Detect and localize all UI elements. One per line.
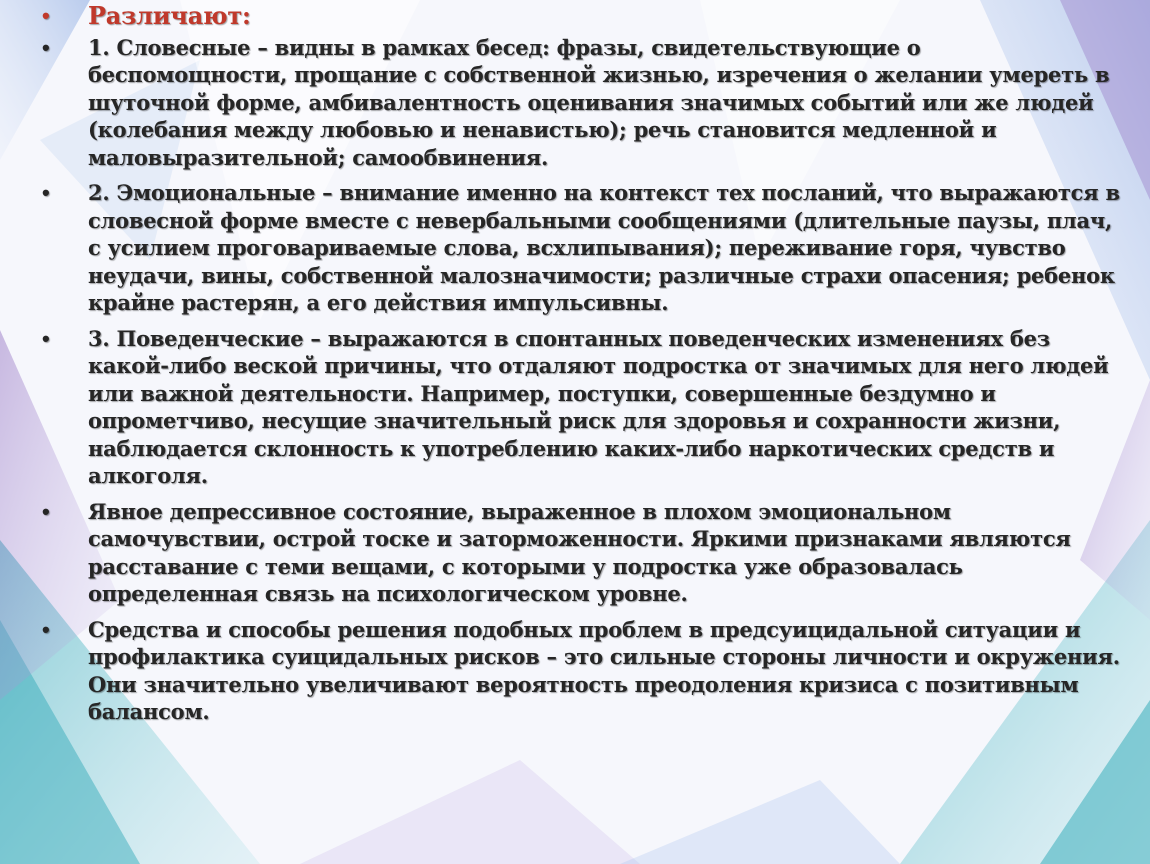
bullet-icon: • xyxy=(42,325,50,351)
bullet-item-depression xyxy=(40,498,1125,608)
bullet-item-emotional xyxy=(40,179,1125,317)
bullet-text: 1. Словесные – видны в рамках бесед: фразы, свидетельствующие о беспомощности, прощание с собственной жизнью, изречения о желании умереть в шуточной форме, амбивалентность оценивания значимых событий или же людей (колебания между любовью и ненавистью); речь становится медленной и маловыразительной; самообвинения. xyxy=(88,34,1110,170)
bullet-item-heading xyxy=(40,2,1125,30)
bullet-item-verbal xyxy=(40,34,1125,172)
bullet-text: 3. Поведенческие – выражаются в спонтанных поведенческих изменениях без какой-либо веской причины, что отдаляют подростка от значимых для него людей или важной деятельности. Например, поступки, совершенные бездумно и опрометчиво, несущие значительный риск для здоровья и сохранности жизни, наблюдается склонность к употреблению каких-либо наркотических средств и алкоголя. xyxy=(88,325,1109,488)
bullet-icon: • xyxy=(42,34,50,60)
bullet-list xyxy=(40,2,1125,734)
bullet-icon: • xyxy=(42,180,50,205)
slide-heading: Различают: xyxy=(88,1,251,30)
bullet-text: Средства и способы решения подобных проблем в предсуицидальной ситуации и профилактика суицидальных рисков – это сильные стороны личности и окружения. Они значительно увеличивают вероятность преодоления кризиса с позитивным балансом. xyxy=(88,616,1120,724)
bullet-item-prevention xyxy=(40,616,1125,726)
bullet-icon: • xyxy=(42,616,50,642)
bullet-icon: • xyxy=(42,498,50,524)
bullet-text: 2. Эмоциональные – внимание именно на контекст тех посланий, что выражаются в словесной форме вместе с невербальными сообщениями (длительные паузы, плач, с усилием проговариваемые слова, всхлипывания); переживание горя, чувство неудачи, вины, собственной малозначимости; различные страхи опасения; ребенок крайне растерян, а его действия импульсивны. xyxy=(88,180,1120,315)
bullet-text: Явное депрессивное состояние, выраженное в плохом эмоциональном самочувствии, острой тоске и заторможенности. Яркими признаками являются расставание с теми вещами, с которыми у подростка уже образовалась определенная связь на психологическом уровне. xyxy=(88,498,1071,606)
bullet-icon: • xyxy=(42,3,50,28)
bullet-item-behavioral xyxy=(40,325,1125,490)
